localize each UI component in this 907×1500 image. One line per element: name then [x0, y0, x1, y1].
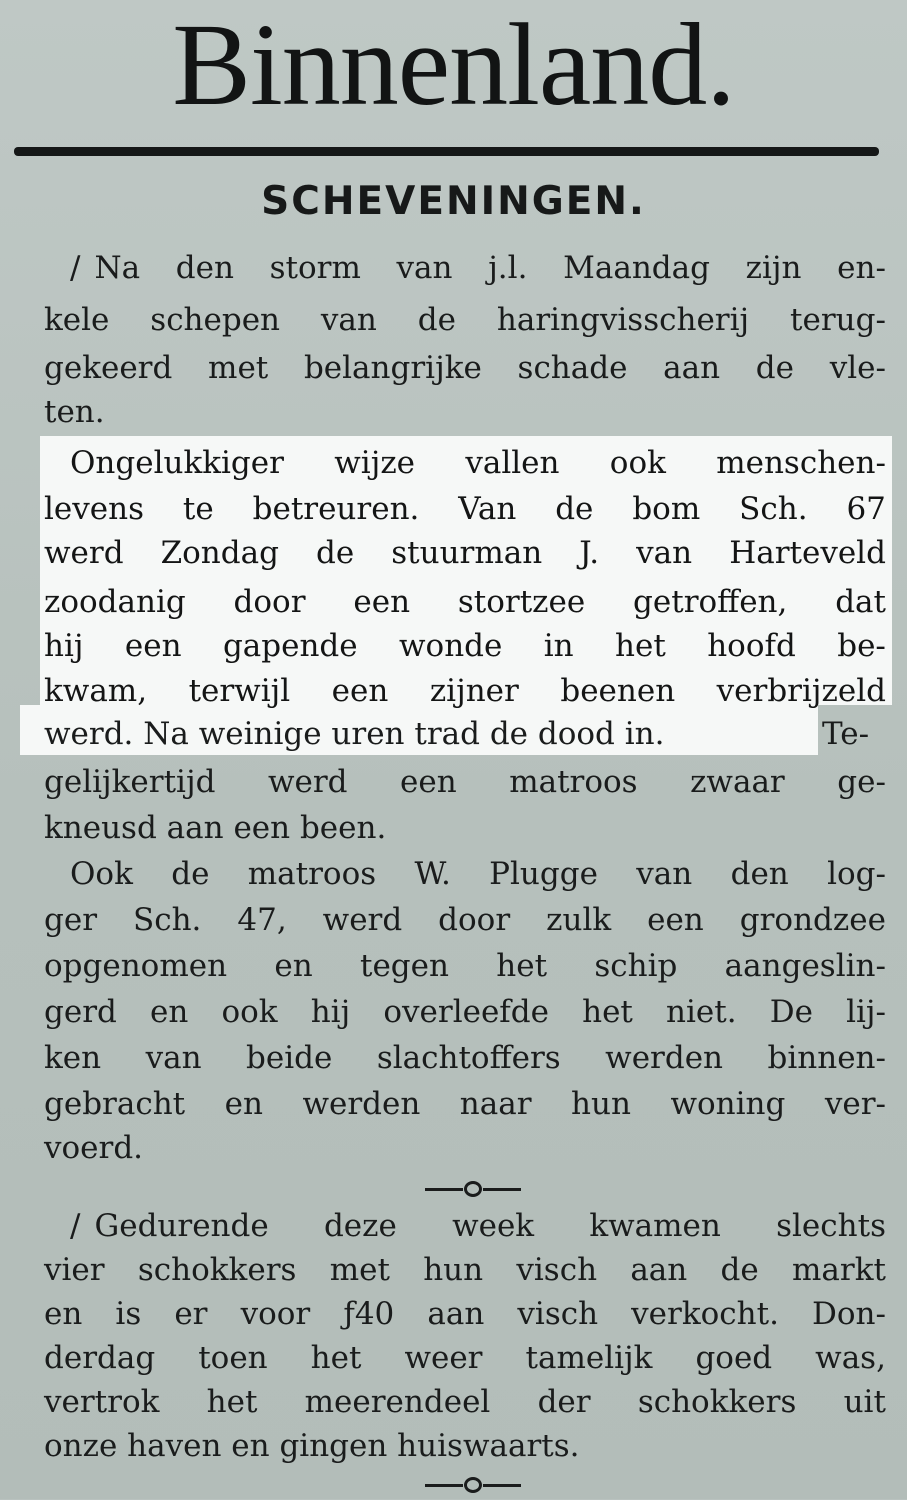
paragraph1-line-1 [70, 246, 886, 290]
paragraph3-line-6: gebracht en werden naar hun woning ver- [44, 1086, 886, 1122]
paragraph2-line-9: kneusd aan een been. [44, 810, 387, 846]
highlight-line-1: Ongelukkiger wijze vallen ook menschen- [70, 445, 886, 481]
paragraph3-line-3: opgenomen en tegen het schip aangeslin- [44, 948, 886, 984]
paragraph3-line-1: Ook de matroos W. Plugge van den log- [70, 856, 886, 892]
paragraph4-line-5: vertrok het meerendeel der schokkers uit [44, 1384, 886, 1420]
paragraph3-line-7: voerd. [44, 1130, 144, 1166]
paragraph2-continuation: Te- [822, 716, 870, 752]
highlight-line-3: werd Zondag de stuurman J. van Harteveld [44, 535, 886, 571]
paragraph1-line-4: ten. [44, 394, 105, 430]
section-divider-bottom [418, 1470, 528, 1500]
paragraph4-line-1 [70, 1204, 886, 1248]
highlight-line-7: werd. Na weinige uren trad de dood in. [44, 716, 665, 752]
highlight-line-6: kwam, terwijl een zijner beenen verbrijzeld [44, 673, 886, 709]
paragraph4-line-3: en is er voor ƒ40 aan visch verkocht. Don- [44, 1296, 886, 1332]
paragraph3-line-4: gerd en ook hij overleefde het niet. De lij- [44, 994, 886, 1030]
paragraph4-line-6: onze haven en gingen huiswaarts. [44, 1428, 580, 1464]
paragraph3-line-2: ger Sch. 47, werd door zulk een grondzee [44, 902, 886, 938]
highlight-line-5: hij een gapende wonde in het hoofd be- [44, 628, 886, 664]
paragraph3-line-5: ken van beide slachtoffers werden binnen- [44, 1040, 886, 1076]
paragraph1-text: Na den storm van j.l. Maandag zijn en- [94, 250, 886, 286]
paragraph1-line-3: gekeerd met belangrijke schade aan de vle- [44, 350, 886, 386]
editor-mark: / [70, 250, 81, 286]
paragraph4-text: Gedurende deze week kwamen slechts [94, 1208, 886, 1244]
section-title: SCHEVENINGEN. [261, 179, 646, 224]
masthead-title: Binnenland. [172, 0, 735, 130]
editor-mark: / [70, 1208, 81, 1244]
paragraph2-line-8: gelijkertijd werd een matroos zwaar ge- [44, 764, 886, 800]
section-divider [418, 1174, 528, 1204]
paragraph4-line-4: derdag toen het weer tamelijk goed was, [44, 1340, 886, 1376]
highlight-line-4: zoodanig door een stortzee getroffen, dat [44, 584, 886, 620]
paragraph1-line-2: kele schepen van de haringvisscherij terug- [44, 302, 886, 338]
masthead-rule [14, 147, 879, 156]
paragraph4-line-2: vier schokkers met hun visch aan de markt [44, 1252, 886, 1288]
highlight-line-2: levens te betreuren. Van de bom Sch. 67 [44, 491, 886, 527]
